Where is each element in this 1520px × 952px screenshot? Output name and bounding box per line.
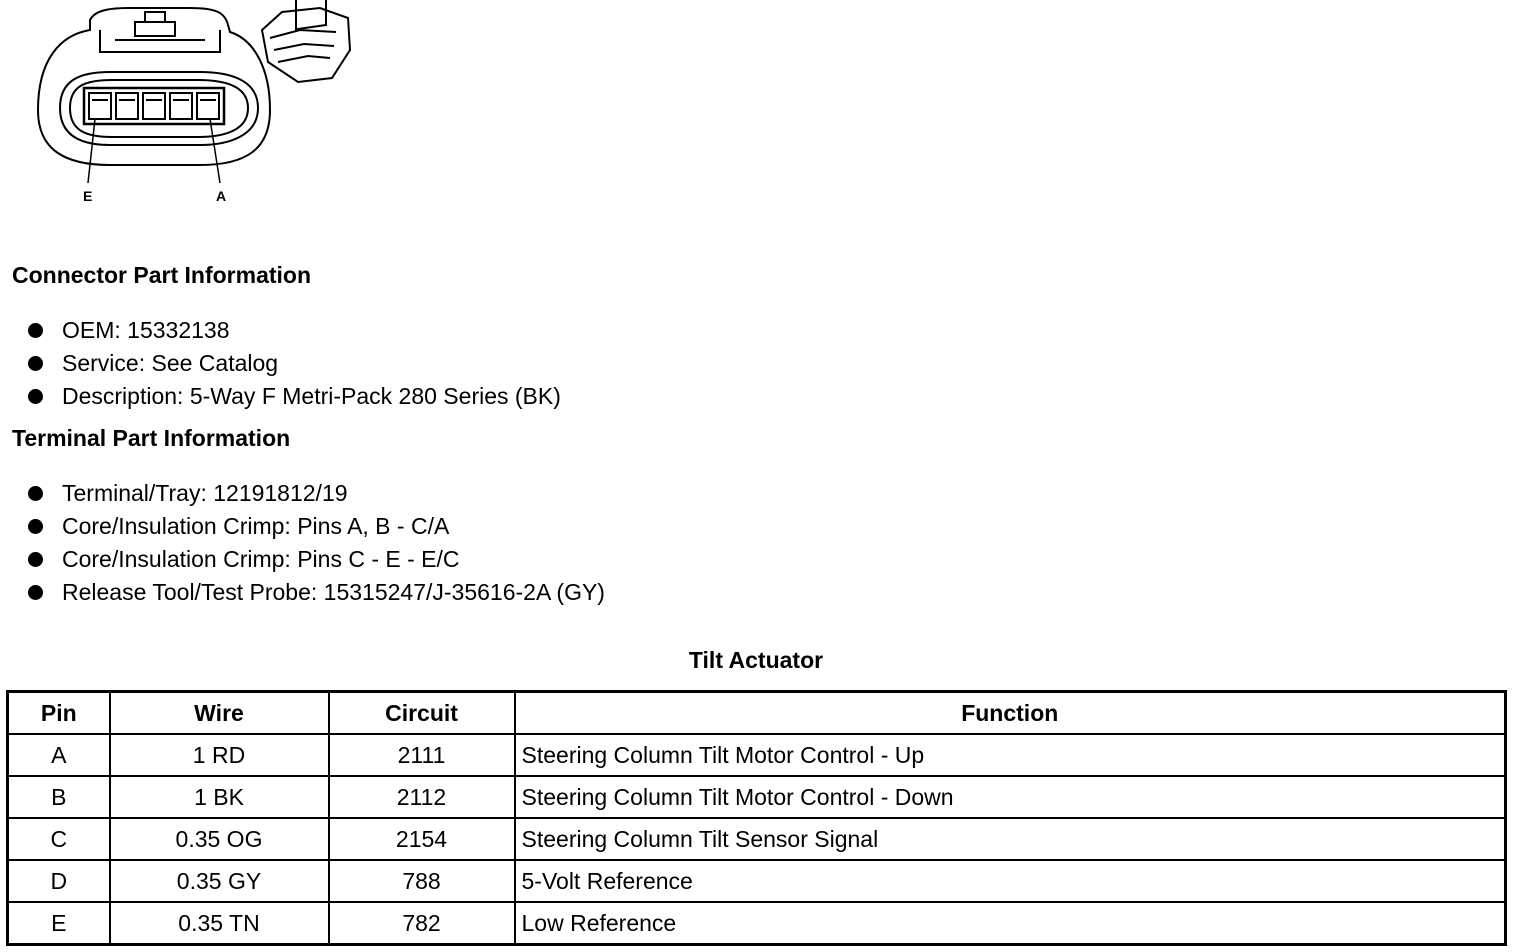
- cell-circuit: 2112: [329, 776, 515, 818]
- bullet-icon: [28, 356, 43, 371]
- list-item: [28, 314, 561, 347]
- list-item: [28, 576, 605, 609]
- cell-wire: 0.35 TN: [110, 902, 329, 945]
- column-header-circuit: Circuit: [329, 692, 515, 735]
- list-item: [28, 543, 605, 576]
- pin-e-callout: E: [83, 188, 93, 204]
- list-item-text: Terminal/Tray: 12191812/19: [62, 480, 348, 506]
- list-item: [28, 347, 561, 380]
- pinout-table: [6, 690, 1507, 946]
- table-title: Tilt Actuator: [688, 647, 824, 673]
- cell-pin: E: [8, 902, 110, 945]
- table-row: [8, 902, 1506, 945]
- cell-circuit: 2154: [329, 818, 515, 860]
- column-header-function: Function: [515, 692, 1506, 735]
- table-header-row: [8, 692, 1506, 735]
- connector-illustration: [20, 0, 370, 215]
- cell-pin: D: [8, 860, 110, 902]
- bullet-icon: [28, 486, 43, 501]
- list-item-text: Description: 5-Way F Metri-Pack 280 Series (BK): [62, 383, 561, 409]
- list-item-text: Core/Insulation Crimp: Pins A, B - C/A: [62, 513, 450, 539]
- cell-pin: B: [8, 776, 110, 818]
- list-item-text: Release Tool/Test Probe: 15315247/J-35616-2A (GY): [62, 579, 605, 605]
- bullet-icon: [28, 552, 43, 567]
- column-header-pin: Pin: [8, 692, 110, 735]
- cell-circuit: 782: [329, 902, 515, 945]
- list-item: [28, 380, 561, 413]
- list-item: [28, 477, 605, 510]
- bullet-icon: [28, 519, 43, 534]
- cell-circuit: 788: [329, 860, 515, 902]
- column-header-wire: Wire: [110, 692, 329, 735]
- connector-info-list: [28, 314, 561, 413]
- list-item: [28, 510, 605, 543]
- cell-function: Steering Column Tilt Sensor Signal: [515, 818, 1506, 860]
- pin-a-callout: A: [216, 188, 227, 204]
- connector-info-heading: Connector Part Information: [12, 262, 312, 288]
- bullet-icon: [28, 585, 43, 600]
- terminal-info-list: [28, 477, 605, 609]
- list-item-text: Core/Insulation Crimp: Pins C - E - E/C: [62, 546, 460, 572]
- bullet-icon: [28, 389, 43, 404]
- cell-wire: 1 BK: [110, 776, 329, 818]
- list-item-text: OEM: 15332138: [62, 317, 230, 343]
- cell-wire: 0.35 OG: [110, 818, 329, 860]
- cell-pin: A: [8, 734, 110, 776]
- cell-function: Steering Column Tilt Motor Control - Up: [515, 734, 1506, 776]
- cell-wire: 1 RD: [110, 734, 329, 776]
- cell-function: 5-Volt Reference: [515, 860, 1506, 902]
- list-item-text: Service: See Catalog: [62, 350, 279, 376]
- cell-circuit: 2111: [329, 734, 515, 776]
- table-row: [8, 860, 1506, 902]
- terminal-info-heading: Terminal Part Information: [12, 425, 291, 451]
- bullet-icon: [28, 323, 43, 338]
- cell-function: Low Reference: [515, 902, 1506, 945]
- cell-function: Steering Column Tilt Motor Control - Down: [515, 776, 1506, 818]
- table-row: [8, 734, 1506, 776]
- cell-pin: C: [8, 818, 110, 860]
- cell-wire: 0.35 GY: [110, 860, 329, 902]
- table-row: [8, 818, 1506, 860]
- connector-face-drawing: [20, 0, 370, 215]
- table-row: [8, 776, 1506, 818]
